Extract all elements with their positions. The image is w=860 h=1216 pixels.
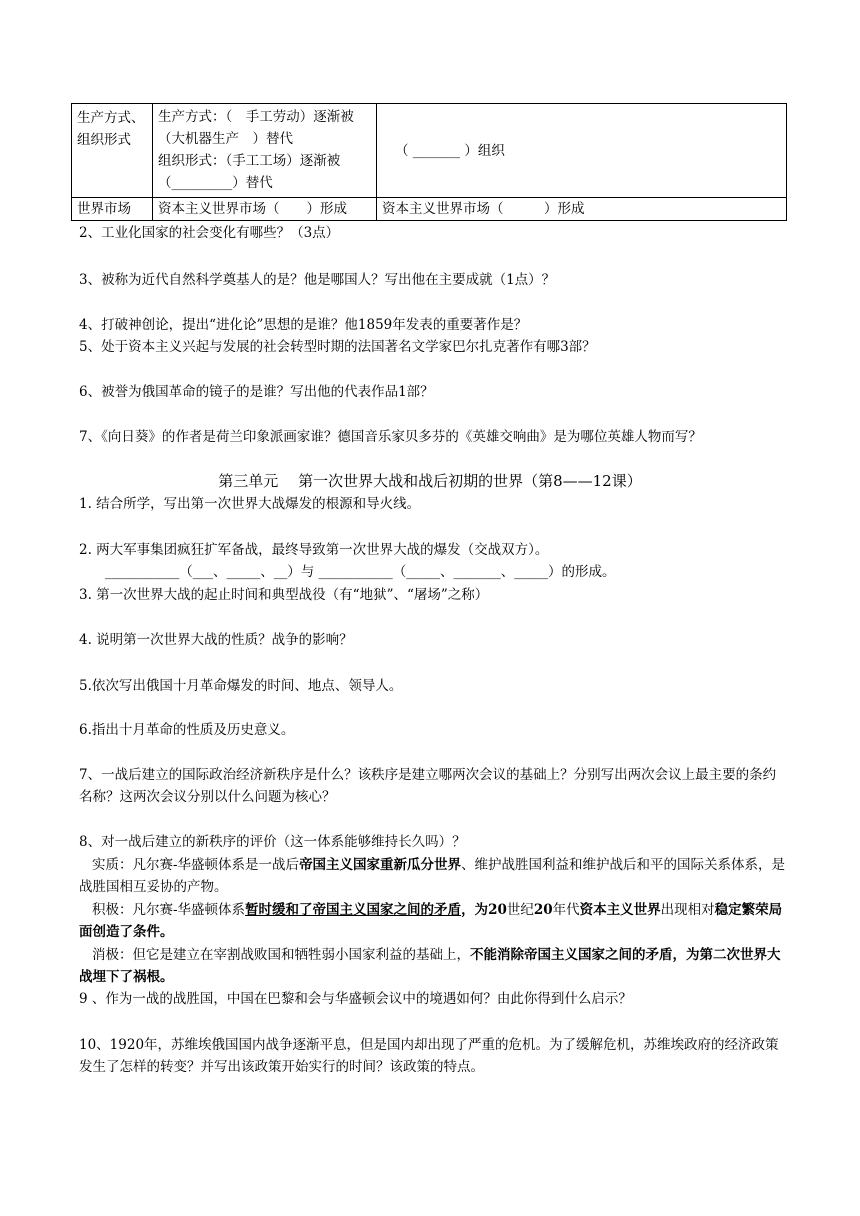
market-left-cell: 资本主义世界市场（ ）形成: [153, 198, 377, 221]
unit3-question-7: 7、一战后建立的国际政治经济新秩序是什么？该秩序是建立哪两次会议的基础上？分别写出两次会议上最主要的条约名称？这两次会议分别以什么问题为核心？: [79, 767, 777, 805]
unit3-question-1: 1. 结合所学，写出第一次世界大战爆发的根源和导火线。: [79, 496, 421, 512]
question-2: 2、工业化国家的社会变化有哪些？（3点）: [79, 225, 340, 241]
question-7: 7、《向日葵》的作者是荷兰印象派画家谁？德国音乐家贝多芬的《英雄交响曲》是为哪位英雄人物而写？: [79, 429, 702, 445]
evaluation-positive: 积极：凡尔赛-华盛顿体系暂时缓和了帝国主义国家之间的矛盾，为20世纪20年代资本主义世界出现相对稳定繁荣局面创造了条件。: [79, 902, 783, 940]
question-3: 3、被称为近代自然科学奠基人的是？他是哪国人？写出他在主要成就（1点）？: [79, 272, 556, 288]
production-mode-text: 生产方式：（ 手工劳动）逐渐被（大机器生产 ）替代: [158, 109, 354, 147]
unit3-question-6: 6.指出十月革命的性质及历史意义。: [79, 722, 295, 738]
emphasis-text: 稳定繁荣局面创造了条件。: [79, 902, 783, 940]
unit3-question-3: 3. 第一次世界大战的起止时间和典型战役（有“地狱”、“屠场”之称）: [79, 587, 489, 603]
organization-blank-cell: （ _______ ）组织: [377, 104, 787, 198]
question-6: 6、被誉为俄国革命的镜子的是谁？写出他的代表作品1部？: [79, 384, 434, 400]
emphasis-text: 帝国主义国家重新瓜分世界: [299, 857, 462, 873]
production-cell: [153, 104, 377, 198]
unit-heading: 第三单元 第一次世界大战和战后初期的世界（第8——12课）: [218, 472, 642, 490]
question-4: 4、打破神创论，提出“进化论”思想的是谁？他1859年发表的重要著作是？: [79, 317, 528, 333]
evaluation-negative: 消极：但它是建立在宰割战败国和牺牲弱小国家利益的基础上，不能消除帝国主义国家之间的矛盾，为第二次世界大战埋下了祸根。: [79, 947, 781, 985]
unit3-question-2: 2. 两大军事集团疯狂扩军备战，最终导致第一次世界大战的爆发（交战双方）。: [79, 542, 549, 558]
unit3-question-4: 4. 说明第一次世界大战的性质？战争的影响？: [79, 632, 353, 648]
row-header-production: 生产方式、组织形式: [72, 104, 153, 198]
unit3-question-9: 9 、作为一战的战胜国，中国在巴黎和会与华盛顿会议中的境遇如何？由此你得到什么启示？: [79, 991, 632, 1007]
emphasis-text: 第二次世界大战埋下了祸根。: [79, 947, 781, 985]
table-row: [72, 104, 787, 198]
evaluation-essence: 实质：凡尔赛-华盛顿体系是一战后帝国主义国家重新瓜分世界、维护战胜国利益和维护战后和平的国际关系体系，是战胜国相互妥协的产物。: [79, 857, 786, 895]
unit3-question-2-blanks: ___________（___、_____、__）与 ___________（_____、_______、_____）的形成。: [105, 564, 616, 580]
organization-form-text: 组织形式：（手工工场）逐渐被（_________）替代: [158, 153, 341, 191]
market-right-cell: 资本主义世界市场（ ）形成: [377, 198, 787, 221]
unit3-question-8: 8、对一战后建立的新秩序的评价（这一体系能够维持长久吗）？: [79, 834, 466, 850]
unit3-question-10: 10、1920年，苏维埃俄国国内战争逐渐平息，但是国内却出现了严重的危机。为了缓解危机，苏维埃政府的经济政策发生了怎样的转变？并写出该政策开始实行的时间？该政策的特点。: [79, 1037, 779, 1075]
comparison-table: [71, 103, 787, 221]
table-row: [72, 198, 787, 221]
unit3-question-5: 5.依次写出俄国十月革命爆发的时间、地点、领导人。: [79, 678, 403, 694]
emphasis-text: 暂时缓和了帝国主义国家之间的矛盾: [245, 902, 462, 918]
emphasis-text: 不能消除帝国主义国家之间的矛盾: [470, 947, 673, 963]
row-header-market: 世界市场: [72, 198, 153, 221]
question-5: 5、处于资本主义兴起与发展的社会转型时期的法国著名文学家巴尔扎克著作有哪3部？: [79, 339, 596, 355]
